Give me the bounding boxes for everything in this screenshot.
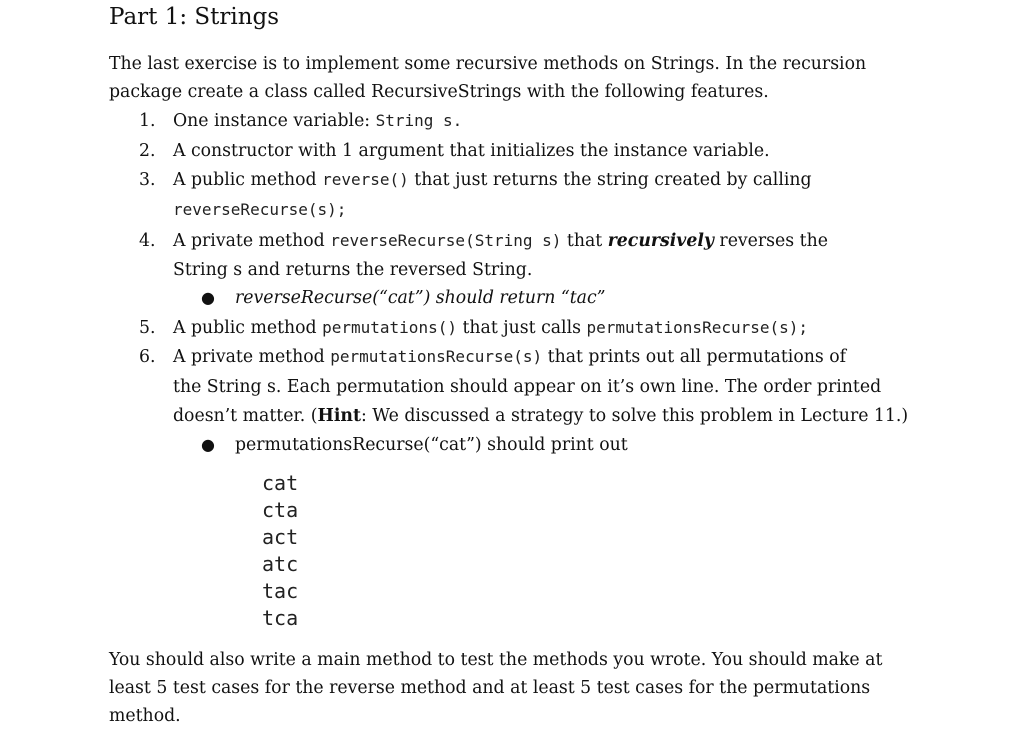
output-line: cta — [262, 498, 299, 522]
item-6-line-3-post: : We discussed a strategy to solve this problem in Lecture 11.) — [360, 406, 909, 426]
item-6-line-3 — [173, 404, 908, 428]
output-line: act — [262, 525, 299, 549]
item-6-line-2: the String s. Each permutation should appear on it’s own line. The order printed — [173, 377, 882, 397]
item-2-text: A constructor with 1 argument that initializes the instance variable. — [173, 141, 770, 161]
item-4-bullet-text: reverseRecurse(“cat”) should return “tac” — [235, 288, 606, 308]
item-1-number: 1. — [139, 111, 156, 131]
item-4-number: 4. — [139, 231, 156, 251]
item-1-text: One instance variable: — [173, 111, 376, 131]
item-6-pre: A private method — [173, 347, 331, 367]
item-4-mid: that — [561, 231, 608, 251]
intro-line-2: package create a class called RecursiveStrings with the following features. — [109, 82, 769, 102]
item-6 — [173, 345, 846, 369]
page-title: Part 1: Strings — [109, 4, 280, 30]
item-1-code: String s. — [375, 111, 463, 130]
item-3-post: that just returns the string created by calling — [408, 170, 812, 190]
item-5-mid: that just calls — [456, 318, 587, 338]
item-4-emphasis: recursively — [607, 231, 714, 251]
item-3-pre: A public method — [173, 170, 323, 190]
item-6-post: that prints out all permutations of — [542, 347, 847, 367]
bullet-icon: ● — [201, 288, 215, 307]
bullet-icon: ● — [201, 435, 215, 454]
item-6-line-3-pre: doesn’t matter. ( — [173, 406, 318, 426]
item-3-code: reverse() — [322, 170, 409, 189]
item-2-number: 2. — [139, 141, 156, 161]
item-1 — [173, 109, 462, 133]
item-4 — [173, 229, 828, 253]
output-line: tca — [262, 606, 299, 630]
item-6-number: 6. — [139, 347, 156, 367]
item-5-number: 5. — [139, 318, 156, 338]
closing-line-2: least 5 test cases for the reverse method and at least 5 test cases for the permutations — [109, 678, 871, 698]
item-5-pre: A public method — [173, 318, 323, 338]
item-4-post: reverses the — [713, 231, 828, 251]
intro-line-1: The last exercise is to implement some recursive methods on Strings. In the recursion — [109, 54, 867, 74]
item-3-code-2: reverseRecurse(s); — [173, 200, 347, 219]
item-5 — [173, 316, 808, 340]
item-3-number: 3. — [139, 170, 156, 190]
item-6-code: permutationsRecurse(s) — [330, 347, 543, 366]
output-line: atc — [262, 552, 299, 576]
item-4-line-2: String s and returns the reversed String. — [173, 260, 533, 280]
item-5-code: permutations() — [322, 318, 457, 337]
output-line: cat — [262, 471, 299, 495]
closing-line-3: method. — [109, 706, 181, 726]
item-3 — [173, 168, 812, 192]
closing-line-1: You should also write a main method to test the methods you wrote. You should make at — [109, 650, 883, 670]
item-6-bullet-text: permutationsRecurse(“cat”) should print out — [235, 435, 628, 455]
output-line: tac — [262, 579, 299, 603]
item-4-code: reverseRecurse(String s) — [330, 231, 562, 250]
output-block — [262, 470, 298, 632]
item-6-hint: Hint — [317, 406, 361, 426]
item-4-pre: A private method — [173, 231, 331, 251]
item-5-code-2: permutationsRecurse(s); — [586, 318, 809, 337]
